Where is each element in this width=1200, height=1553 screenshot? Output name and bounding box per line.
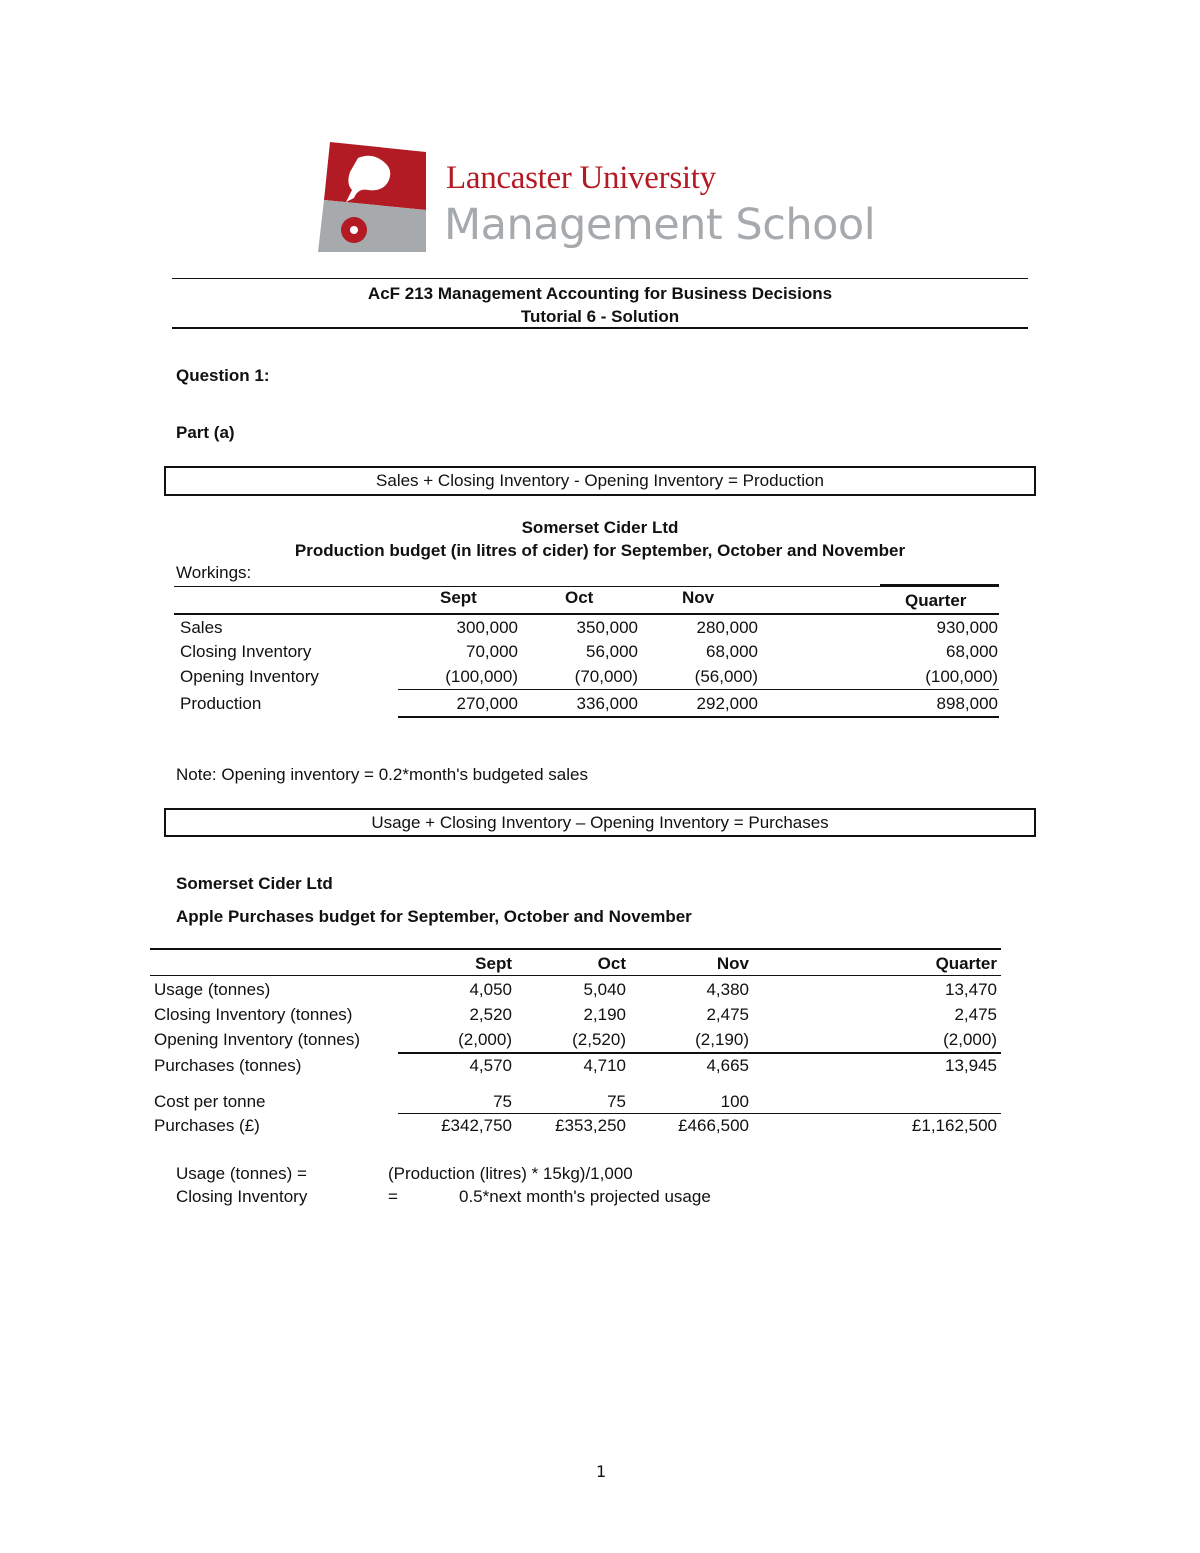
prod-header-rule	[174, 613, 999, 615]
pur-row-label: Usage (tonnes)	[154, 980, 271, 999]
lion-crest-icon	[318, 140, 438, 255]
header-rule-top	[172, 278, 1028, 279]
prod-cell: 350,000	[576, 618, 638, 637]
header-rule-bottom	[172, 327, 1028, 329]
pur-cell: (2,000)	[458, 1030, 512, 1049]
pur-cell: 4,665	[706, 1056, 749, 1075]
pur-col-sept: Sept	[475, 954, 512, 973]
pur-col-quarter: Quarter	[935, 954, 997, 973]
pur-cell: 4,380	[706, 980, 749, 999]
prod-subtotal-rule	[398, 689, 999, 690]
prod-cell: (56,000)	[694, 667, 758, 686]
prod-total-rule	[398, 716, 999, 718]
part-heading: Part (a)	[176, 423, 235, 442]
prod-row-label: Sales	[180, 618, 223, 637]
tutorial-subtitle: Tutorial 6 - Solution	[520, 307, 680, 326]
purchases-title: Apple Purchases budget for September, October and November	[176, 907, 692, 926]
pur-col-nov: Nov	[716, 954, 749, 973]
pur-row-label: Purchases (£)	[154, 1116, 260, 1135]
prod-col-nov: Nov	[682, 588, 715, 607]
prod-cell: 68,000	[946, 642, 998, 661]
pur-row-label: Closing Inventory (tonnes)	[154, 1005, 353, 1024]
pur-cell: (2,190)	[695, 1030, 749, 1049]
pur-cell: 13,470	[945, 980, 997, 999]
pur-row-label: Purchases (tonnes)	[154, 1056, 302, 1075]
pur-cell: 2,520	[469, 1005, 512, 1024]
pur-header-rule	[150, 975, 1001, 976]
production-company: Somerset Cider Ltd	[521, 518, 679, 537]
production-title: Production budget (in litres of cider) for September, October and November	[294, 541, 906, 560]
closing-footnote-eq: =	[388, 1187, 398, 1206]
prod-cell: 300,000	[456, 618, 518, 637]
prod-cell: 336,000	[576, 694, 638, 713]
workings-label: Workings:	[176, 563, 252, 582]
usage-footnote-label: Usage (tonnes) =	[176, 1164, 307, 1183]
production-formula-box	[164, 466, 1036, 496]
pur-cell: 2,190	[583, 1005, 626, 1024]
course-title: AcF 213 Management Accounting for Business Decisions	[367, 284, 833, 303]
pur-cell: 13,945	[945, 1056, 997, 1075]
prod-row-label: Opening Inventory	[180, 667, 319, 686]
prod-quarter-rule	[880, 584, 999, 586]
prod-row-label: Closing Inventory	[180, 642, 312, 661]
lancaster-logo	[318, 140, 888, 255]
pur-cell: 2,475	[954, 1005, 997, 1024]
pur-row-label: Opening Inventory (tonnes)	[154, 1030, 361, 1049]
pur-col-oct: Oct	[597, 954, 626, 973]
prod-cell: 898,000	[936, 694, 998, 713]
prod-col-oct: Oct	[565, 588, 594, 607]
production-formula: Sales + Closing Inventory - Opening Inventory = Production	[376, 471, 824, 490]
pur-cell: (2,000)	[943, 1030, 997, 1049]
pur-cell: £466,500	[678, 1116, 749, 1135]
pur-cell: £342,750	[441, 1116, 512, 1135]
pur-cell: £1,162,500	[911, 1116, 997, 1135]
pur-cell: 4,710	[583, 1056, 626, 1075]
pur-cell: 4,570	[469, 1056, 512, 1075]
prod-cell: 70,000	[466, 642, 518, 661]
usage-footnote-value: (Production (litres) * 15kg)/1,000	[388, 1164, 633, 1183]
closing-footnote-label: Closing Inventory	[176, 1187, 308, 1206]
pur-cost-rule	[398, 1113, 1001, 1114]
opening-inventory-note: Note: Opening inventory = 0.2*month's budgeted sales	[176, 765, 588, 784]
pur-subtotal-rule	[398, 1052, 1001, 1054]
pur-cell: 100	[720, 1092, 749, 1111]
prod-row-label: Production	[180, 694, 262, 713]
pur-cell: 75	[607, 1092, 626, 1111]
pur-cell: (2,520)	[572, 1030, 626, 1049]
prod-cell: 930,000	[936, 618, 998, 637]
prod-cell: (100,000)	[445, 667, 518, 686]
pur-cell: 2,475	[706, 1005, 749, 1024]
prod-cell: 68,000	[706, 642, 758, 661]
pur-cell: 4,050	[469, 980, 512, 999]
pur-cell: 75	[493, 1092, 512, 1111]
prod-col-quarter: Quarter	[905, 591, 967, 610]
pur-table-rule-top	[150, 948, 1001, 950]
pur-cell: £353,250	[555, 1116, 626, 1135]
purchases-formula-box	[164, 808, 1036, 837]
pur-cell: 5,040	[583, 980, 626, 999]
logo-line2: Management School	[444, 200, 876, 250]
purchases-company: Somerset Cider Ltd	[176, 874, 333, 893]
prod-col-sept: Sept	[440, 588, 477, 607]
prod-cell: (70,000)	[574, 667, 638, 686]
prod-cell: 270,000	[456, 694, 518, 713]
prod-cell: (100,000)	[925, 667, 998, 686]
question-heading: Question 1:	[176, 366, 270, 385]
closing-footnote-value: 0.5*next month's projected usage	[459, 1187, 711, 1206]
prod-cell: 292,000	[696, 694, 758, 713]
prod-table-rule-top	[174, 586, 999, 587]
prod-cell: 280,000	[696, 618, 758, 637]
page-number: 1	[596, 1462, 607, 1481]
prod-cell: 56,000	[586, 642, 638, 661]
logo-line1: Lancaster University	[446, 160, 716, 196]
pur-row-label: Cost per tonne	[154, 1092, 266, 1111]
purchases-formula: Usage + Closing Inventory – Opening Inventory = Purchases	[371, 813, 829, 832]
